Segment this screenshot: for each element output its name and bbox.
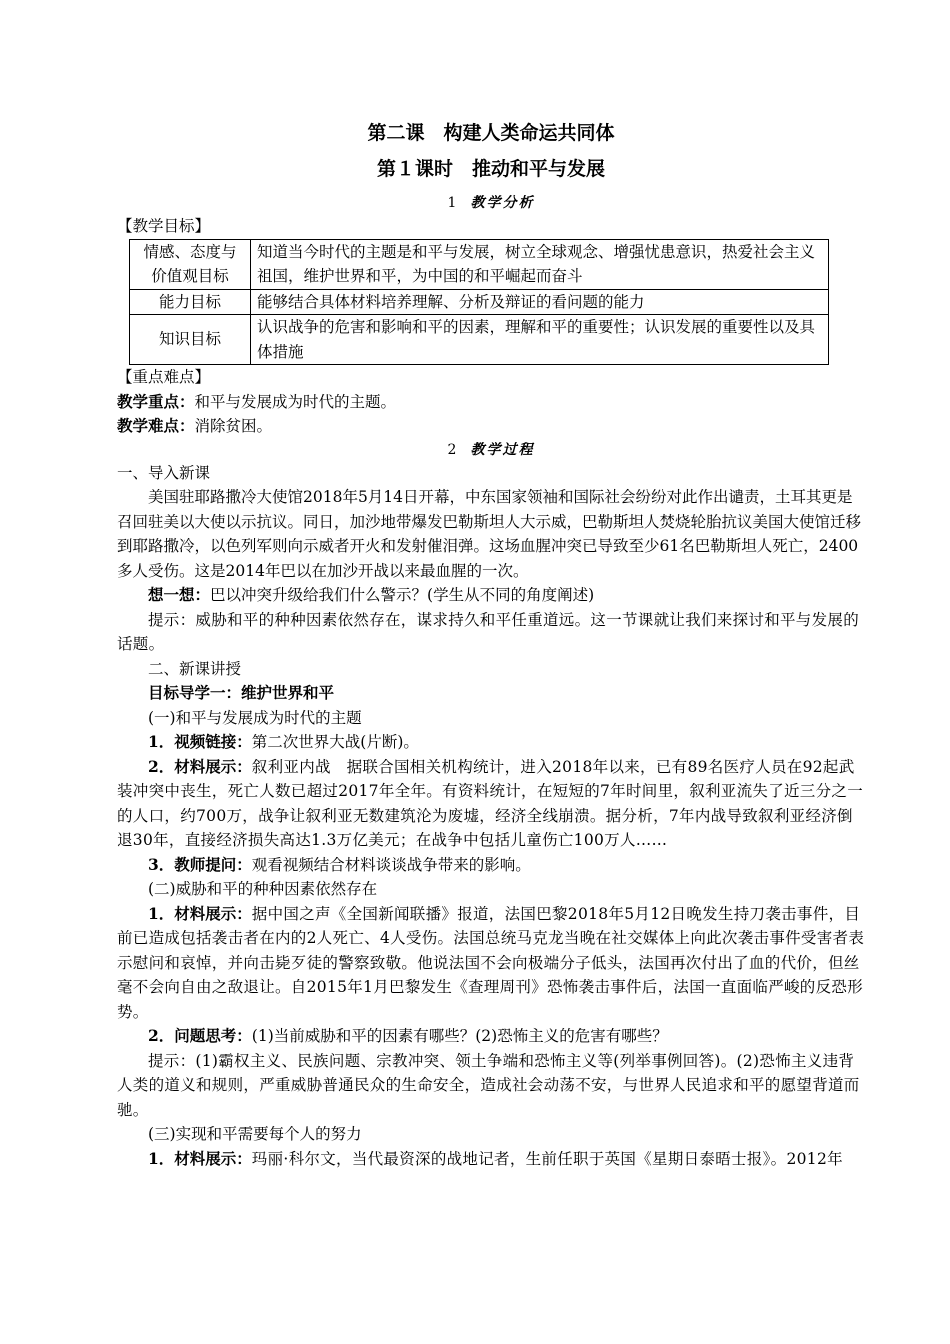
document-page	[117, 118, 865, 1171]
section-number: 1	[447, 195, 457, 211]
key-point-label: 教学重点：	[117, 391, 195, 411]
material-paragraph	[117, 755, 865, 853]
goal-key: 能力目标	[130, 289, 251, 315]
goal-heading: 目标导学一：维护世界和平	[148, 683, 335, 702]
section-heading-analysis	[117, 192, 865, 214]
material-text: 叙利亚内战 据联合国相关机构统计，进入2018年以来，已有89名医疗人员在92起武装冲突中丧生，死亡人数已超过2017年全年。有资料统计，在短短的7年时间里，叙利亚流失了近三分之一的人口，约700万，战争让叙利亚无数建筑沦为废墟，经济全线崩溃。据分析，7年内战导致叙利亚经济倒退30年，直接经济损失高达1.3万亿美元；在战争中包括儿童伤亡100万人……	[117, 757, 864, 849]
material-text: 据中国之声《全国新闻联播》报道，法国巴黎2018年5月12日晚发生持刀袭击事件，目前已造成包括袭击者在内的2人死亡、4人受伤。法国总统马克龙当晚在社交媒体上向此次袭击事件受害者表示慰问和哀悼，并向击毙歹徒的警察致敬。他说法国不会向极端分子低头，法国再次付出了血的代价，但丝毫不会向自由之敌退让。自2015年1月巴黎发生《查理周刊》恐怖袭击事件后，法国一直面临严峻的反恐形势。	[117, 904, 865, 1021]
difficult-point-label: 教学难点：	[117, 416, 195, 435]
think-line	[117, 583, 865, 608]
video-link-label: 1．视频链接：	[148, 732, 252, 751]
section-label: 教学过程	[470, 441, 535, 458]
table-row	[130, 315, 829, 365]
think-label: 想一想：	[148, 585, 211, 604]
lesson-subtitle: 第１课时 推动和平与发展	[376, 158, 605, 180]
goals-table	[129, 239, 829, 366]
video-link-text: 第二次世界大战(片断)。	[251, 733, 419, 751]
key-points-heading: 【重点难点】	[117, 368, 211, 386]
subsection-heading: (二)威胁和平的种种因素依然存在	[148, 880, 378, 898]
question-line	[117, 1024, 865, 1049]
material-paragraph	[117, 902, 865, 1025]
table-row	[130, 239, 829, 289]
material-text: 玛丽·科尔文，当代最资深的战地记者，生前任职于英国《星期日泰晤士报》。2012年	[251, 1149, 843, 1168]
goal-value: 知道当今时代的主题是和平与发展，树立全球观念、增强忧患意识，热爱社会主义祖国，维护世界和平，为中国的和平崛起而奋斗	[251, 239, 829, 289]
key-point-line	[117, 390, 865, 415]
section-heading-process	[117, 439, 865, 461]
lesson-title: 第二课 构建人类命运共同体	[367, 122, 615, 144]
hint-paragraph: 提示：威胁和平的种种因素依然存在，谋求持久和平任重道远。这一节课就让我们来探讨和平与发展的话题。	[117, 610, 860, 653]
key-point-text: 和平与发展成为时代的主题。	[194, 392, 397, 411]
material-label: 1．材料展示：	[148, 903, 252, 923]
question-text: (1)当前威胁和平的因素有哪些？(2)恐怖主义的危害有哪些？	[251, 1027, 668, 1045]
subsection-heading: (三)实现和平需要每个人的努力	[148, 1125, 362, 1143]
goal-value: 认识战争的危害和影响和平的因素，理解和平的重要性；认识发展的重要性以及具体措施	[251, 315, 829, 365]
hint-paragraph: 提示：(1)霸权主义、民族问题、宗教冲突、领土争端和恐怖主义等(列举事例回答)。(2)恐怖主义违背人类的道义和规则，严重威胁普通民众的生命安全，造成社会动荡不安，与世界人民追求和平的愿望背道而驰。	[117, 1051, 860, 1119]
teacher-question-line	[117, 853, 865, 878]
goals-heading: 【教学目标】	[117, 217, 211, 235]
table-row	[130, 289, 829, 315]
goal-key: 情感、态度与价值观目标	[130, 239, 251, 289]
intro-paragraph: 美国驻耶路撒冷大使馆2018年5月14日开幕，中东国家领袖和国际社会纷纷对此作出谴责，土耳其更是召回驻美以大使以示抗议。同日，加沙地带爆发巴勒斯坦人大示威，巴勒斯坦人焚烧轮胎抗议美国大使馆迁移到耶路撒冷，以色列军则向示威者开火和发射催泪弹。这场血腥冲突已导致至少61名巴勒斯坦人死亡，2400多人受伤。这是2014年巴以在加沙开战以来最血腥的一次。	[117, 488, 862, 580]
think-text: 巴以冲突升级给我们什么警示？(学生从不同的角度阐述)	[210, 586, 595, 604]
goal-value: 能够结合具体材料培养理解、分析及辩证的看问题的能力	[251, 289, 829, 315]
video-link-line	[117, 730, 865, 755]
section-number: 2	[447, 441, 457, 458]
material-paragraph	[117, 1147, 865, 1172]
teacher-question-text: 观看视频结合材料谈谈战争带来的影响。	[251, 855, 531, 874]
difficult-point-text: 消除贫困。	[194, 417, 273, 435]
section-label: 教学分析	[470, 195, 535, 211]
new-lesson-heading: 二、新课讲授	[148, 659, 242, 678]
intro-heading: 一、导入新课	[117, 463, 211, 482]
teacher-question-label: 3．教师提问：	[148, 854, 252, 874]
difficult-point-line	[117, 414, 865, 439]
goal-key: 知识目标	[130, 315, 251, 365]
material-label: 1．材料展示：	[148, 1148, 252, 1168]
subsection-heading: (一)和平与发展成为时代的主题	[148, 708, 362, 727]
material-label: 2．材料展示：	[148, 756, 252, 776]
question-label: 2．问题思考：	[148, 1026, 252, 1045]
